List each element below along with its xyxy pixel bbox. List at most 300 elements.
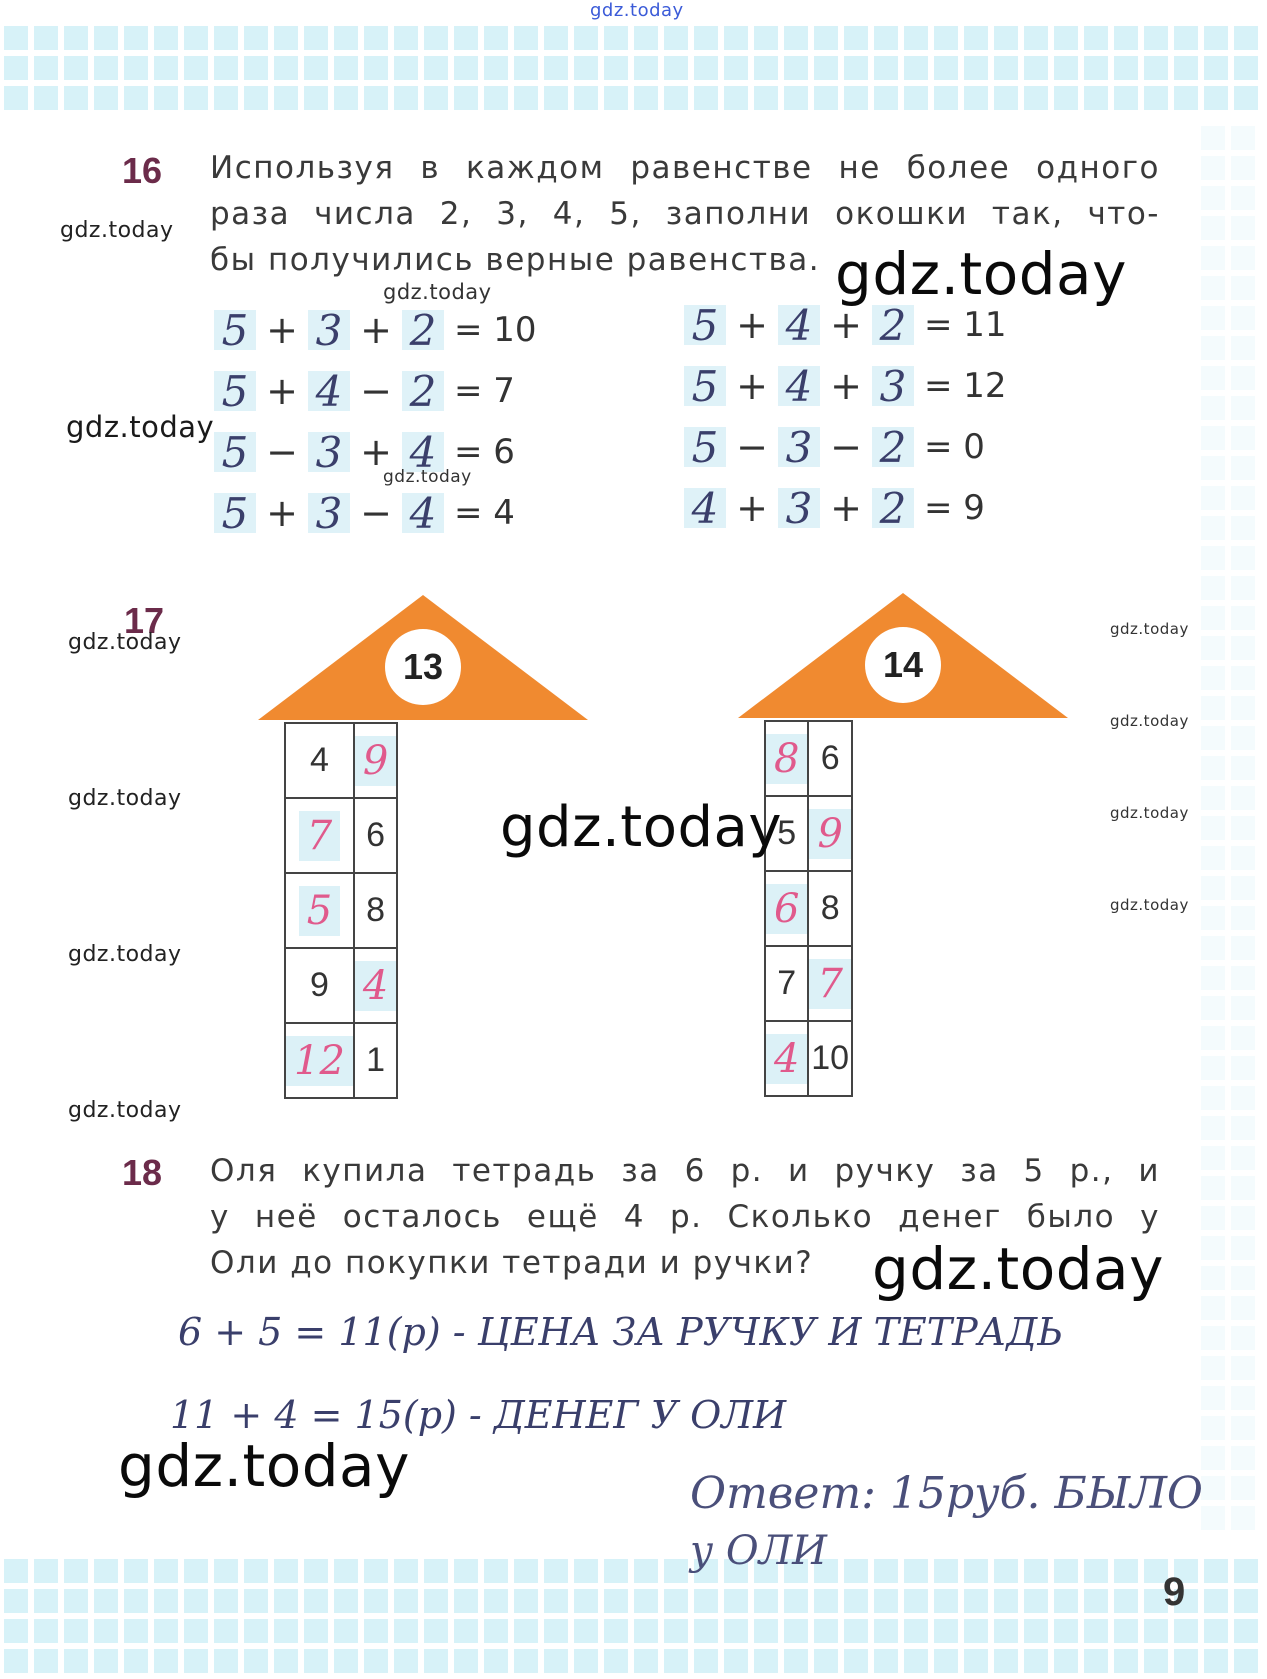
decor-tile <box>1231 246 1255 270</box>
answer-box[interactable]: 4 <box>308 371 350 411</box>
decor-tile <box>1114 86 1138 110</box>
decor-tile <box>1204 26 1228 50</box>
answer-box[interactable]: 3 <box>778 488 820 528</box>
decor-tile <box>1114 56 1138 80</box>
decor-tile <box>274 26 298 50</box>
decor-tile <box>1201 1266 1225 1290</box>
house-cell-answer[interactable]: 5 <box>285 873 354 948</box>
equation-row <box>680 483 985 533</box>
decor-tile <box>1231 366 1255 390</box>
decor-tile <box>484 1559 508 1583</box>
decor-tile <box>1201 1296 1225 1320</box>
house-row <box>285 873 397 948</box>
decor-tile <box>154 86 178 110</box>
decor-tile <box>394 1559 418 1583</box>
decor-tile <box>1204 1649 1228 1673</box>
decor-tile <box>124 1589 148 1613</box>
answer-box[interactable]: 5 <box>684 366 726 406</box>
decor-tile <box>724 1589 748 1613</box>
decor-tile <box>1231 186 1255 210</box>
decor-tile <box>1231 1356 1255 1380</box>
decor-tile <box>454 1649 478 1673</box>
operator: + <box>736 303 768 347</box>
decor-tile <box>454 86 478 110</box>
decor-tile <box>4 86 28 110</box>
operator: + <box>736 364 768 408</box>
decor-tile <box>784 86 808 110</box>
watermark: gdz.today <box>1110 712 1189 730</box>
operator: − <box>736 425 768 469</box>
roof-number: 13 <box>385 629 461 705</box>
house-cell-answer[interactable]: 9 <box>808 796 851 871</box>
decor-tile <box>1201 696 1225 720</box>
decor-tile <box>484 26 508 50</box>
decor-tile <box>994 26 1018 50</box>
decor-tile <box>574 26 598 50</box>
decor-tile <box>664 1589 688 1613</box>
decor-tile <box>424 1619 448 1643</box>
decor-tile <box>1231 906 1255 930</box>
decor-tile <box>1201 756 1225 780</box>
watermark: gdz.today <box>68 630 182 655</box>
decor-tile <box>1201 816 1225 840</box>
decor-tile <box>184 26 208 50</box>
operator: + <box>830 486 862 530</box>
decor-tile <box>394 1589 418 1613</box>
watermark: gdz.today <box>835 240 1127 308</box>
decor-tile <box>784 1649 808 1673</box>
decor-tile <box>1231 156 1255 180</box>
decor-tile <box>694 1649 718 1673</box>
decor-tile <box>1204 56 1228 80</box>
decor-tile <box>514 56 538 80</box>
decor-tile <box>1201 1236 1225 1260</box>
decor-tile <box>334 26 358 50</box>
decor-tile <box>1201 1176 1225 1200</box>
answer-box[interactable]: 4 <box>778 366 820 406</box>
roof-number: 14 <box>865 627 941 703</box>
decor-tile <box>754 56 778 80</box>
house-cell-answer[interactable]: 7 <box>285 798 354 873</box>
decor-tile <box>424 1559 448 1583</box>
decor-tile <box>244 1559 268 1583</box>
decor-tile <box>574 1559 598 1583</box>
decor-tile <box>124 1619 148 1643</box>
decor-tile <box>214 1559 238 1583</box>
operator: + <box>360 308 392 352</box>
decor-tile <box>1114 1589 1138 1613</box>
decor-tile <box>4 1649 28 1673</box>
decor-tile <box>424 1649 448 1673</box>
decor-tile <box>1201 1386 1225 1410</box>
answer-box[interactable]: 5 <box>684 305 726 345</box>
decor-tile <box>1054 1589 1078 1613</box>
answer-box[interactable]: 5 <box>214 310 256 350</box>
decor-tile <box>1204 1619 1228 1643</box>
decor-tile <box>1144 56 1168 80</box>
decor-tile <box>1201 876 1225 900</box>
task-17-number: 17 <box>124 600 165 641</box>
decor-tile <box>1114 1619 1138 1643</box>
watermark: gdz.today <box>500 795 783 860</box>
decor-tile <box>634 26 658 50</box>
decor-tile <box>934 1619 958 1643</box>
decor-tile <box>214 86 238 110</box>
decor-tile <box>1231 636 1255 660</box>
decor-tile <box>1084 1649 1108 1673</box>
operator: − <box>830 425 862 469</box>
decor-tile <box>604 86 628 110</box>
decor-tile <box>634 1649 658 1673</box>
answer-box[interactable]: 2 <box>402 310 444 350</box>
decor-tile <box>34 86 58 110</box>
house-cell-answer[interactable]: 4 <box>765 1021 808 1096</box>
equation-row <box>680 361 1007 411</box>
page-number: 9 <box>1163 1570 1186 1614</box>
decor-tile <box>34 1649 58 1673</box>
decor-tile <box>364 56 388 80</box>
operator: + <box>736 486 768 530</box>
decor-tile <box>1231 1176 1255 1200</box>
watermark: gdz.today <box>68 942 182 967</box>
answer-box[interactable]: 5 <box>684 427 726 467</box>
equation-result: = 6 <box>454 432 515 472</box>
decor-tile <box>574 86 598 110</box>
decor-tile <box>244 1589 268 1613</box>
house-row <box>285 1023 397 1098</box>
house-cell-answer[interactable]: 4 <box>354 948 397 1023</box>
decor-tile <box>304 1649 328 1673</box>
decor-tile <box>1231 726 1255 750</box>
decor-tile <box>1201 1206 1225 1230</box>
house-cell: 6 <box>354 798 397 873</box>
decor-tile <box>874 86 898 110</box>
decor-tile <box>1054 1649 1078 1673</box>
decor-tile <box>214 26 238 50</box>
decor-tile <box>694 26 718 50</box>
decor-tile <box>1201 1146 1225 1170</box>
decor-tile <box>1201 1416 1225 1440</box>
operator: + <box>266 369 298 413</box>
top-decor-band <box>0 22 1267 122</box>
decor-tile <box>634 1619 658 1643</box>
task-16-number: 16 <box>122 150 163 191</box>
decor-tile <box>484 1589 508 1613</box>
decor-tile <box>544 1559 568 1583</box>
decor-tile <box>514 86 538 110</box>
decor-tile <box>1174 26 1198 50</box>
decor-tile <box>1231 1296 1255 1320</box>
decor-tile <box>304 1589 328 1613</box>
decor-tile <box>1201 456 1225 480</box>
decor-tile <box>64 1619 88 1643</box>
decor-tile <box>1234 1649 1258 1673</box>
decor-tile <box>274 86 298 110</box>
decor-tile <box>874 1589 898 1613</box>
side-decor-strip <box>1197 122 1267 1555</box>
decor-tile <box>874 1559 898 1583</box>
decor-tile <box>1201 1116 1225 1140</box>
decor-tile <box>1231 1326 1255 1350</box>
decor-tile <box>994 1649 1018 1673</box>
decor-tile <box>424 1589 448 1613</box>
house-row <box>765 946 852 1021</box>
decor-tile <box>1204 1559 1228 1583</box>
decor-tile <box>1231 216 1255 240</box>
decor-tile <box>364 1619 388 1643</box>
decor-tile <box>1201 396 1225 420</box>
operator: − <box>360 369 392 413</box>
decor-tile <box>964 26 988 50</box>
decor-tile <box>814 56 838 80</box>
decor-tile <box>1024 86 1048 110</box>
decor-tile <box>1231 996 1255 1020</box>
decor-tile <box>1114 26 1138 50</box>
decor-tile <box>394 1649 418 1673</box>
decor-tile <box>1084 26 1108 50</box>
decor-tile <box>94 86 118 110</box>
decor-tile <box>874 1649 898 1673</box>
decor-tile <box>4 1619 28 1643</box>
decor-tile <box>904 26 928 50</box>
decor-tile <box>184 56 208 80</box>
decor-tile <box>604 56 628 80</box>
decor-tile <box>1231 816 1255 840</box>
house-cell-answer[interactable]: 9 <box>354 723 397 798</box>
decor-tile <box>64 1649 88 1673</box>
decor-tile <box>334 56 358 80</box>
house-cell-answer[interactable]: 12 <box>285 1023 354 1098</box>
house-cell-answer[interactable]: 7 <box>808 946 851 1021</box>
decor-tile <box>964 1649 988 1673</box>
decor-tile <box>1144 1619 1168 1643</box>
decor-tile <box>64 1589 88 1613</box>
decor-tile <box>424 26 448 50</box>
decor-tile <box>1231 1236 1255 1260</box>
answer-box[interactable]: 4 <box>778 305 820 345</box>
decor-tile <box>244 1619 268 1643</box>
decor-tile <box>94 26 118 50</box>
decor-tile <box>274 1649 298 1673</box>
decor-tile <box>274 1559 298 1583</box>
decor-tile <box>214 1619 238 1643</box>
decor-tile <box>1201 246 1225 270</box>
decor-tile <box>214 1589 238 1613</box>
decor-tile <box>184 86 208 110</box>
decor-tile <box>1084 1589 1108 1613</box>
decor-tile <box>964 1589 988 1613</box>
decor-tile <box>1024 1619 1048 1643</box>
house-cell-answer[interactable]: 8 <box>765 721 808 796</box>
solution-line-1: 6 + 5 = 11(р) - ЦЕНА ЗА РУЧКУ И ТЕТРАДЬ <box>178 1310 1063 1354</box>
decor-tile <box>544 1649 568 1673</box>
decor-tile <box>154 56 178 80</box>
decor-tile <box>394 26 418 50</box>
decor-tile <box>424 56 448 80</box>
decor-tile <box>154 26 178 50</box>
decor-tile <box>1201 636 1225 660</box>
decor-tile <box>1231 306 1255 330</box>
watermark: gdz.today <box>1110 804 1189 822</box>
task-18-line-3: Оли до покупки тетради и ручки? <box>210 1245 814 1281</box>
watermark: gdz.today <box>118 1432 410 1500</box>
decor-tile <box>1231 1476 1255 1500</box>
decor-tile <box>844 1559 868 1583</box>
decor-tile <box>1231 696 1255 720</box>
decor-tile <box>904 56 928 80</box>
decor-tile <box>1201 426 1225 450</box>
decor-tile <box>1201 1506 1225 1530</box>
answer-box[interactable]: 4 <box>402 493 444 533</box>
decor-tile <box>1204 1589 1228 1613</box>
decor-tile <box>1201 1356 1225 1380</box>
decor-tile <box>544 56 568 80</box>
decor-tile <box>814 1649 838 1673</box>
decor-tile <box>934 26 958 50</box>
decor-tile <box>1084 1619 1108 1643</box>
answer-box[interactable]: 2 <box>872 488 914 528</box>
decor-tile <box>904 1589 928 1613</box>
decor-tile <box>664 86 688 110</box>
decor-tile <box>124 26 148 50</box>
decor-tile <box>124 1649 148 1673</box>
decor-tile <box>874 56 898 80</box>
decor-tile <box>1114 1649 1138 1673</box>
decor-tile <box>814 1589 838 1613</box>
decor-tile <box>424 86 448 110</box>
decor-tile <box>334 86 358 110</box>
decor-tile <box>1231 1026 1255 1050</box>
equation-result: = 12 <box>924 366 1007 406</box>
decor-tile <box>1231 606 1255 630</box>
decor-tile <box>1231 396 1255 420</box>
decor-tile <box>574 1649 598 1673</box>
decor-tile <box>634 86 658 110</box>
answer-box[interactable]: 2 <box>402 371 444 411</box>
decor-tile <box>1234 56 1258 80</box>
task-16-line-1: Используя в каждом равенстве не более одного <box>210 150 1160 186</box>
decor-tile <box>1234 1559 1258 1583</box>
decor-tile <box>1234 1589 1258 1613</box>
decor-tile <box>304 86 328 110</box>
decor-tile <box>514 1649 538 1673</box>
house-cell-answer[interactable]: 6 <box>765 871 808 946</box>
equation-row <box>210 488 515 538</box>
decor-tile <box>604 1649 628 1673</box>
decor-tile <box>844 86 868 110</box>
operator: + <box>830 364 862 408</box>
decor-tile <box>754 1649 778 1673</box>
answer-box[interactable]: 4 <box>684 488 726 528</box>
decor-tile <box>274 1589 298 1613</box>
answer-box[interactable]: 3 <box>778 427 820 467</box>
decor-tile <box>1024 1559 1048 1583</box>
decor-tile <box>124 56 148 80</box>
decor-tile <box>694 56 718 80</box>
house-row <box>765 871 852 946</box>
decor-tile <box>1231 1416 1255 1440</box>
decor-tile <box>1201 966 1225 990</box>
task-16-line-2: раза числа 2, 3, 4, 5, заполни окошки так, что- <box>210 196 1160 232</box>
answer-box[interactable]: 3 <box>308 493 350 533</box>
operator: − <box>266 430 298 474</box>
decor-tile <box>784 56 808 80</box>
decor-tile <box>784 26 808 50</box>
answer-box[interactable]: 5 <box>214 432 256 472</box>
decor-tile <box>1234 86 1258 110</box>
operator: − <box>360 491 392 535</box>
decor-tile <box>754 1619 778 1643</box>
decor-tile <box>94 1619 118 1643</box>
decor-tile <box>754 1589 778 1613</box>
decor-tile <box>544 1589 568 1613</box>
decor-tile <box>574 1589 598 1613</box>
decor-tile <box>1231 1086 1255 1110</box>
decor-tile <box>844 26 868 50</box>
equation-row <box>680 422 985 472</box>
decor-tile <box>634 56 658 80</box>
decor-tile <box>994 56 1018 80</box>
decor-tile <box>574 56 598 80</box>
equation-result: = 9 <box>924 488 985 528</box>
decor-tile <box>1144 26 1168 50</box>
bottom-decor-band <box>0 1555 1267 1679</box>
decor-tile <box>1024 26 1048 50</box>
decor-tile <box>604 1619 628 1643</box>
decor-tile <box>1201 666 1225 690</box>
answer-box[interactable]: 3 <box>308 310 350 350</box>
decor-tile <box>724 86 748 110</box>
decor-tile <box>1174 86 1198 110</box>
watermark: gdz.today <box>66 410 215 444</box>
decor-tile <box>544 86 568 110</box>
house-cell: 5 <box>765 796 808 871</box>
answer-box[interactable]: 3 <box>872 366 914 406</box>
decor-tile <box>904 1619 928 1643</box>
watermark: gdz.today <box>68 786 182 811</box>
decor-tile <box>1201 546 1225 570</box>
answer-box[interactable]: 5 <box>214 493 256 533</box>
answer-box[interactable]: 2 <box>872 427 914 467</box>
watermark-top: gdz.today <box>590 0 684 21</box>
decor-tile <box>274 56 298 80</box>
decor-tile <box>1201 936 1225 960</box>
house-cell: 4 <box>285 723 354 798</box>
house-row <box>285 798 397 873</box>
decor-tile <box>214 1649 238 1673</box>
decor-tile <box>484 56 508 80</box>
answer-box[interactable]: 5 <box>214 371 256 411</box>
decor-tile <box>94 1649 118 1673</box>
answer-box[interactable]: 3 <box>308 432 350 472</box>
decor-tile <box>334 1589 358 1613</box>
decor-tile <box>1231 486 1255 510</box>
answer-box[interactable]: 4 <box>402 432 444 472</box>
decor-tile <box>304 26 328 50</box>
task-18-line-2: у неё осталось ещё 4 р. Сколько денег было у <box>210 1199 1160 1235</box>
decor-tile <box>394 1619 418 1643</box>
answer-box[interactable]: 2 <box>872 305 914 345</box>
decor-tile <box>1201 846 1225 870</box>
decor-tile <box>184 1589 208 1613</box>
decor-tile <box>154 1559 178 1583</box>
decor-tile <box>34 1619 58 1643</box>
decor-tile <box>214 56 238 80</box>
decor-tile <box>1201 1056 1225 1080</box>
decor-tile <box>664 1619 688 1643</box>
decor-tile <box>544 26 568 50</box>
decor-tile <box>244 1649 268 1673</box>
